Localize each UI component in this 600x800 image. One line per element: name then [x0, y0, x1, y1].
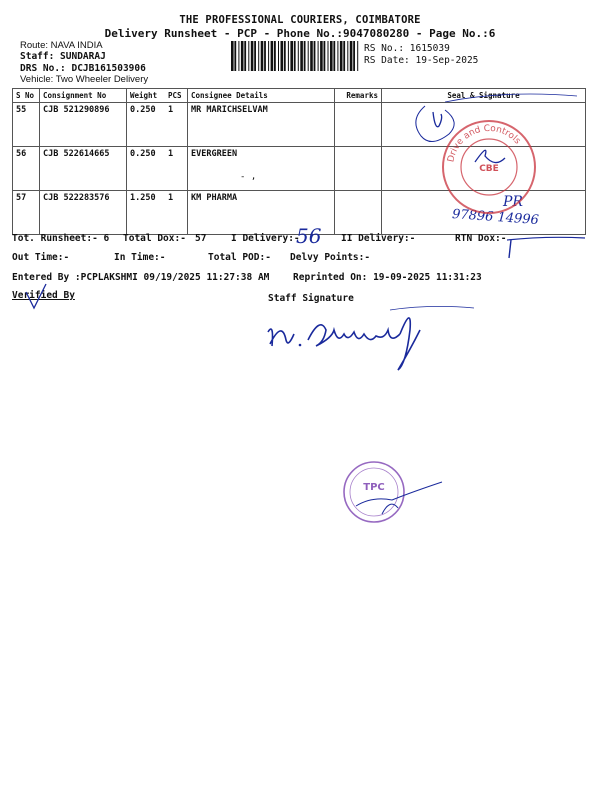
- barcode-bar: [300, 41, 303, 71]
- row-pcs: 1: [165, 147, 188, 191]
- barcode-bar: [350, 41, 353, 71]
- header-consignee: Consignee Details: [188, 89, 335, 103]
- tot-runsheet: Tot. Runsheet:- 6: [12, 233, 110, 244]
- header-pcs: PCS: [165, 89, 188, 103]
- barcode-image: [231, 41, 359, 71]
- barcode-bar: [310, 41, 313, 71]
- barcode-bar: [284, 41, 286, 71]
- row-consignment: CJB 521290896: [40, 103, 127, 147]
- barcode-bar: [241, 41, 244, 71]
- barcode-bar: [320, 41, 323, 71]
- vehicle-label: Vehicle: Two Wheeler Delivery: [20, 74, 149, 85]
- header-sno: S No: [13, 89, 40, 103]
- barcode-bar: [357, 41, 358, 71]
- barcode-bar: [258, 41, 259, 71]
- reprinted-on: Reprinted On: 19-09-2025 11:31:23: [293, 272, 482, 283]
- row-remarks: [335, 191, 382, 235]
- barcode-bar: [294, 41, 296, 71]
- drs-number: DRS No.: DCJB161503906: [20, 63, 146, 74]
- header-seal-signature: Seal & Signature: [382, 89, 586, 103]
- header-weight: Weight: [127, 89, 166, 103]
- runsheet-subtitle: Delivery Runsheet - PCP - Phone No.:9047080280 - Page No.:6: [104, 27, 496, 40]
- tpc-stamp-text: TPC: [363, 482, 385, 493]
- seal-center-text: CBE: [479, 164, 499, 174]
- barcode-bar: [248, 41, 249, 71]
- entered-by: Entered By :PCPLAKSHMI 09/19/2025 11:27:38 AM: [12, 272, 270, 283]
- row-consignee: EVERGREEN: [188, 147, 335, 191]
- staff-label: Staff: SUNDARAJ: [20, 51, 106, 62]
- route-label: Route: NAVA INDIA: [20, 40, 103, 51]
- handwritten-delivery-count: 56: [296, 224, 322, 248]
- staff-signature-label: Staff Signature: [268, 293, 354, 304]
- barcode-bar: [244, 41, 246, 71]
- row-weight: 1.250: [127, 191, 166, 235]
- seal-ring-text: Drive and Controls: [446, 123, 523, 164]
- stray-mark: - ,: [240, 172, 257, 182]
- total-pod-label: Total POD:-: [208, 252, 271, 263]
- row-consignee: MR MARICHSELVAM: [188, 103, 335, 147]
- out-time-label: Out Time:-: [12, 252, 70, 263]
- barcode-bar: [333, 41, 335, 71]
- header-consignment: Consignment No: [40, 89, 127, 103]
- row-pcs: 1: [165, 103, 188, 147]
- row-weight: 0.250: [127, 103, 166, 147]
- barcode-bar: [268, 41, 269, 71]
- verified-by-label: Verified By: [12, 290, 75, 301]
- delvy-points-label: Delvy Points:-: [290, 252, 371, 263]
- row-sno: 55: [13, 103, 40, 147]
- tpc-stamp: [342, 458, 452, 528]
- total-dox-value: 57: [195, 233, 207, 244]
- handwritten-phone: 97896 14996: [451, 206, 540, 229]
- barcode-bar: [343, 41, 345, 71]
- barcode-bar: [324, 41, 326, 71]
- barcode-bar: [264, 41, 266, 71]
- total-dox-label: Total Dox:-: [123, 233, 186, 244]
- in-time-label: In Time:-: [114, 252, 166, 263]
- barcode-bar: [231, 41, 234, 71]
- row-consignment: CJB 522614665: [40, 147, 127, 191]
- barcode-bar: [304, 41, 306, 71]
- header-remarks: Remarks: [335, 89, 382, 103]
- barcode-bar: [328, 41, 329, 71]
- row-consignment: CJB 522283576: [40, 191, 127, 235]
- rs-number: RS No.: 1615039: [364, 43, 450, 54]
- barcode-bar: [337, 41, 338, 71]
- barcode-bar: [251, 41, 254, 71]
- rtn-dox-stroke: [505, 234, 590, 262]
- row-pcs: 1: [165, 191, 188, 235]
- barcode-bar: [318, 41, 319, 71]
- company-seal-stamp: [440, 118, 538, 216]
- barcode-bar: [314, 41, 316, 71]
- i-delivery-label: I Delivery:-: [231, 233, 300, 244]
- barcode-bar: [330, 41, 333, 71]
- barcode-bar: [261, 41, 264, 71]
- barcode-bar: [274, 41, 276, 71]
- barcode-bar: [353, 41, 355, 71]
- company-title: THE PROFESSIONAL COURIERS, COIMBATORE: [179, 14, 421, 26]
- rtn-dox-label: RTN Dox:-: [455, 233, 507, 244]
- barcode-bar: [278, 41, 279, 71]
- barcode-bar: [290, 41, 293, 71]
- barcode-bar: [308, 41, 309, 71]
- verified-checkmark: [22, 282, 62, 312]
- row-remarks: [335, 103, 382, 147]
- barcode-bar: [340, 41, 343, 71]
- barcode-bar: [281, 41, 284, 71]
- row-sno: 56: [13, 147, 40, 191]
- row-consignee: KM PHARMA: [188, 191, 335, 235]
- staff-signature-scribble: [260, 300, 480, 375]
- handwritten-initials: PR: [503, 194, 523, 210]
- barcode-bar: [254, 41, 256, 71]
- row-remarks: [335, 147, 382, 191]
- barcode-bar: [347, 41, 348, 71]
- barcode-bar: [238, 41, 239, 71]
- barcode-bar: [298, 41, 299, 71]
- row-weight: 0.250: [127, 147, 166, 191]
- row-sno: 57: [13, 191, 40, 235]
- barcode-bar: [288, 41, 289, 71]
- barcode-bar: [271, 41, 274, 71]
- barcode-bar: [234, 41, 236, 71]
- rs-date: RS Date: 19-Sep-2025: [364, 55, 479, 66]
- ii-delivery-label: II Delivery:-: [341, 233, 416, 244]
